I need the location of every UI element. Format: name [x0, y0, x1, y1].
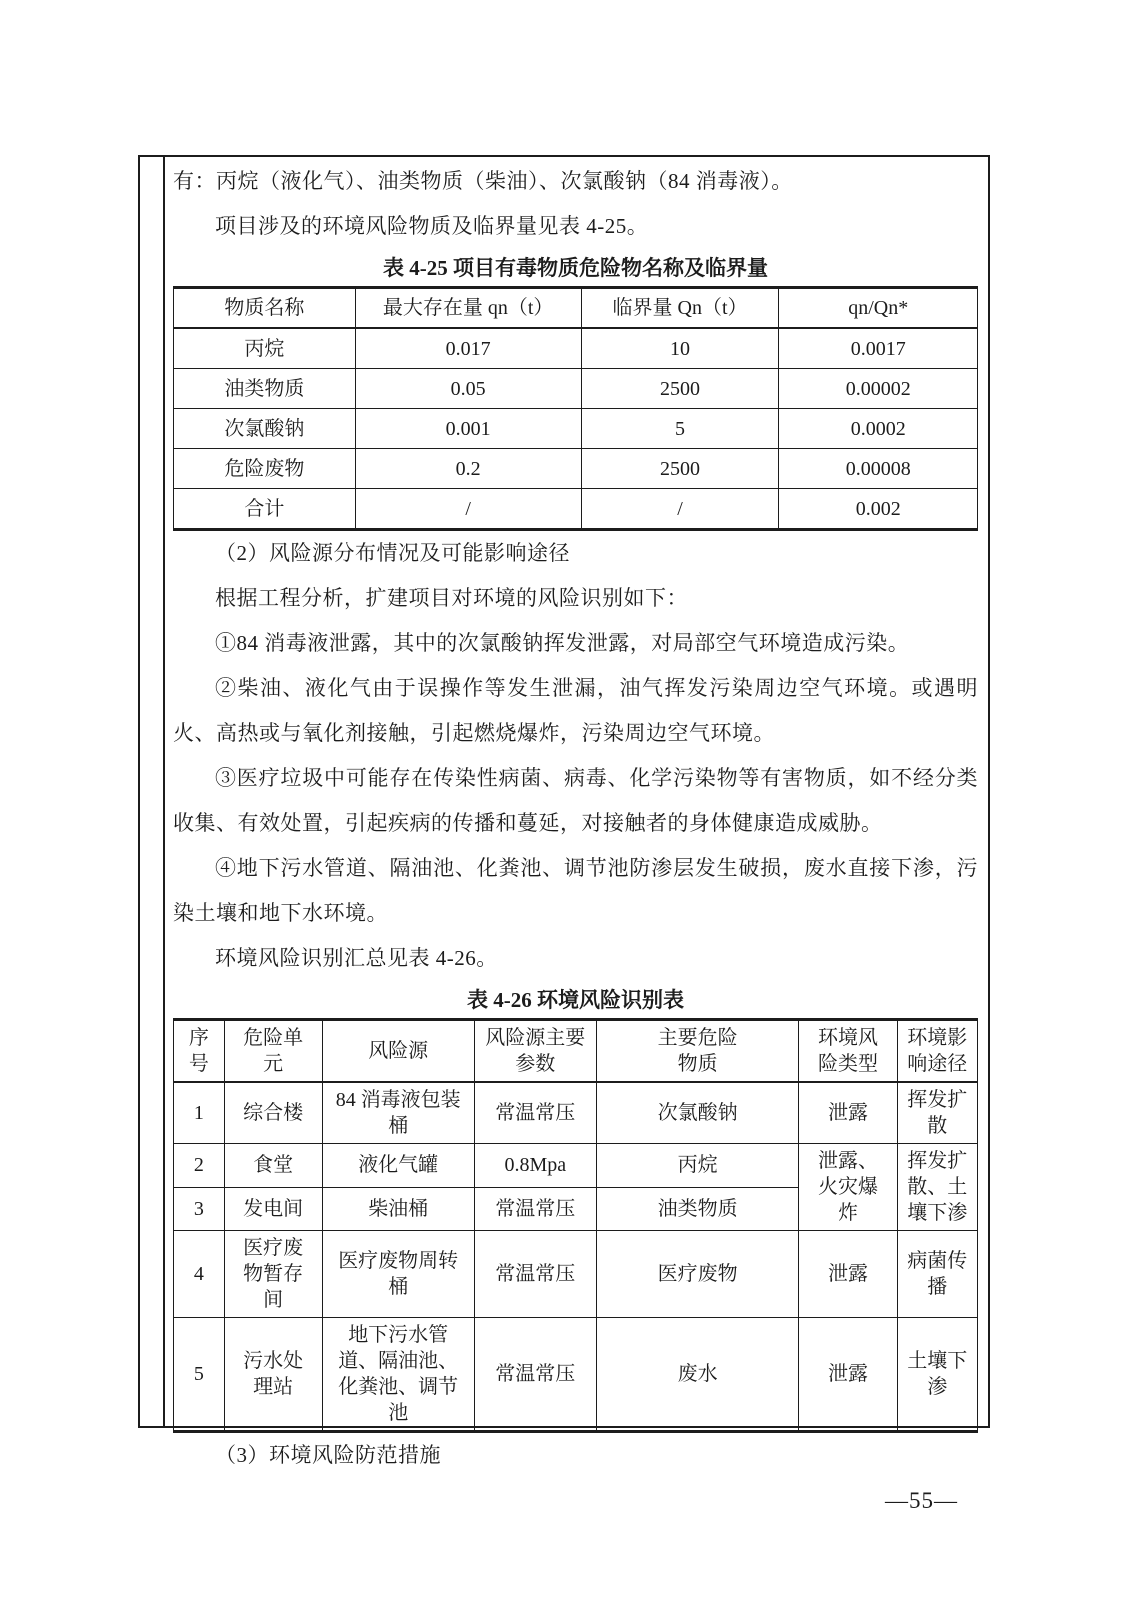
paragraph: ③医疗垃圾中可能存在传染性病菌、病毒、化学污染物等有害物质，如不经分类收集、有效处置，引起疾病的传播和蔓延，对接触者的身体健康造成威胁。	[173, 766, 978, 835]
column-header: 风险源主要参数	[474, 1020, 596, 1083]
table-row	[174, 489, 978, 530]
table-cell: 0.00002	[779, 369, 978, 409]
table-cell: 0.8Mpa	[474, 1144, 596, 1188]
table-cell: 医疗废物	[596, 1231, 799, 1318]
table-row	[174, 1318, 978, 1432]
paragraph: 环境风险识别汇总见表 4-26。	[215, 946, 498, 970]
table-cell: 常温常压	[474, 1082, 596, 1144]
table-4-25-title: 表 4-25 项目有毒物质危险物名称及临界量	[383, 256, 768, 280]
column-header: 环境影响途径	[897, 1020, 977, 1083]
table-cell: 5	[581, 409, 779, 449]
table-row	[174, 1144, 978, 1188]
table-cell: 0.0002	[779, 409, 978, 449]
table-row	[174, 449, 978, 489]
table-cell: 挥发扩散	[897, 1082, 977, 1144]
left-gutter	[140, 157, 165, 1426]
page-frame	[138, 155, 990, 1467]
table-cell-merged: 挥发扩散、土壤下渗	[897, 1144, 977, 1231]
table-cell: 土壤下渗	[897, 1318, 977, 1432]
table-cell: 常温常压	[474, 1231, 596, 1318]
column-header: 最大存在量 qn（t）	[355, 288, 581, 329]
column-header: 临界量 Qn（t）	[581, 288, 779, 329]
paragraph: ②柴油、液化气由于误操作等发生泄漏，油气挥发污染周边空气环境。或遇明火、高热或与氧化剂接触，引起燃烧爆炸，污染周边空气环境。	[173, 676, 978, 745]
table-cell: 0.001	[355, 409, 581, 449]
table-cell: 食堂	[224, 1144, 322, 1188]
table-cell: 废水	[596, 1318, 799, 1432]
table-header-row	[174, 1020, 978, 1083]
table-cell: 合计	[174, 489, 356, 530]
table-cell: /	[355, 489, 581, 530]
table-cell: 泄露	[799, 1082, 897, 1144]
table-cell: 10	[581, 328, 779, 369]
table-row	[174, 369, 978, 409]
table-row	[174, 328, 978, 369]
table-cell: 医疗废物周转桶	[322, 1231, 474, 1318]
column-header: 序号	[174, 1020, 225, 1083]
paragraph: （2）风险源分布情况及可能影响途径	[215, 541, 570, 565]
paragraph: 有：丙烷（液化气）、油类物质（柴油）、次氯酸钠（84 消毒液）。	[173, 169, 793, 193]
table-cell: 次氯酸钠	[596, 1082, 799, 1144]
table-cell: 常温常压	[474, 1318, 596, 1432]
table-cell: 柴油桶	[322, 1187, 474, 1231]
table-cell: 2	[174, 1144, 225, 1188]
table-cell: 泄露	[799, 1318, 897, 1432]
toxic-substances-table	[173, 286, 978, 531]
table-cell: 4	[174, 1231, 225, 1318]
table-cell: /	[581, 489, 779, 530]
column-header-label: 主要危险物质	[657, 1027, 738, 1075]
column-header: 危险单元	[224, 1020, 322, 1083]
table-cell: 油类物质	[596, 1187, 799, 1231]
table-cell: 0.017	[355, 328, 581, 369]
table-cell: 0.2	[355, 449, 581, 489]
column-header: 环境风险类型	[799, 1020, 897, 1083]
table-cell: 0.0017	[779, 328, 978, 369]
column-header: 风险源	[322, 1020, 474, 1083]
table-header-row	[174, 288, 978, 329]
table-cell: 2500	[581, 369, 779, 409]
table-cell: 液化气罐	[322, 1144, 474, 1188]
table-cell: 次氯酸钠	[174, 409, 356, 449]
table-cell: 常温常压	[474, 1187, 596, 1231]
column-header: qn/Qn*	[779, 288, 978, 329]
table-cell: 84 消毒液包装桶	[322, 1082, 474, 1144]
table-cell: 医疗废物暂存间	[224, 1231, 322, 1318]
paragraph: （3）环境风险防范措施	[215, 1443, 441, 1467]
table-cell: 0.00008	[779, 449, 978, 489]
table-cell: 0.05	[355, 369, 581, 409]
table-cell: 3	[174, 1187, 225, 1231]
table-cell: 丙烷	[596, 1144, 799, 1188]
table-row	[174, 1231, 978, 1318]
table-cell: 5	[174, 1318, 225, 1432]
table-cell: 地下污水管道、隔油池、化粪池、调节池	[322, 1318, 474, 1432]
table-cell-merged: 泄露、火灾爆炸	[799, 1144, 897, 1231]
table-cell: 发电间	[224, 1187, 322, 1231]
table-4-26-title: 表 4-26 环境风险识别表	[467, 988, 684, 1012]
table-cell: 油类物质	[174, 369, 356, 409]
paragraph: 根据工程分析，扩建项目对环境的风险识别如下：	[215, 586, 688, 610]
table-row	[174, 1082, 978, 1144]
table-cell: 泄露	[799, 1231, 897, 1318]
table-cell: 2500	[581, 449, 779, 489]
risk-identification-table	[173, 1018, 978, 1433]
table-cell: 1	[174, 1082, 225, 1144]
paragraph: ④地下污水管道、隔油池、化粪池、调节池防渗层发生破损，废水直接下渗，污染土壤和地下水环境。	[173, 856, 978, 925]
table-row	[174, 409, 978, 449]
page-number: —55—	[885, 1488, 958, 1513]
paragraph: 项目涉及的环境风险物质及临界量见表 4-25。	[215, 214, 649, 238]
paragraph: ①84 消毒液泄露，其中的次氯酸钠挥发泄露，对局部空气环境造成污染。	[215, 631, 910, 655]
table-cell: 危险废物	[174, 449, 356, 489]
table-cell: 0.002	[779, 489, 978, 530]
page-content	[165, 157, 988, 1467]
column-header	[596, 1020, 799, 1083]
table-cell: 综合楼	[224, 1082, 322, 1144]
table-cell: 丙烷	[174, 328, 356, 369]
table-cell: 污水处理站	[224, 1318, 322, 1432]
table-cell: 病菌传播	[897, 1231, 977, 1318]
column-header: 物质名称	[174, 288, 356, 329]
